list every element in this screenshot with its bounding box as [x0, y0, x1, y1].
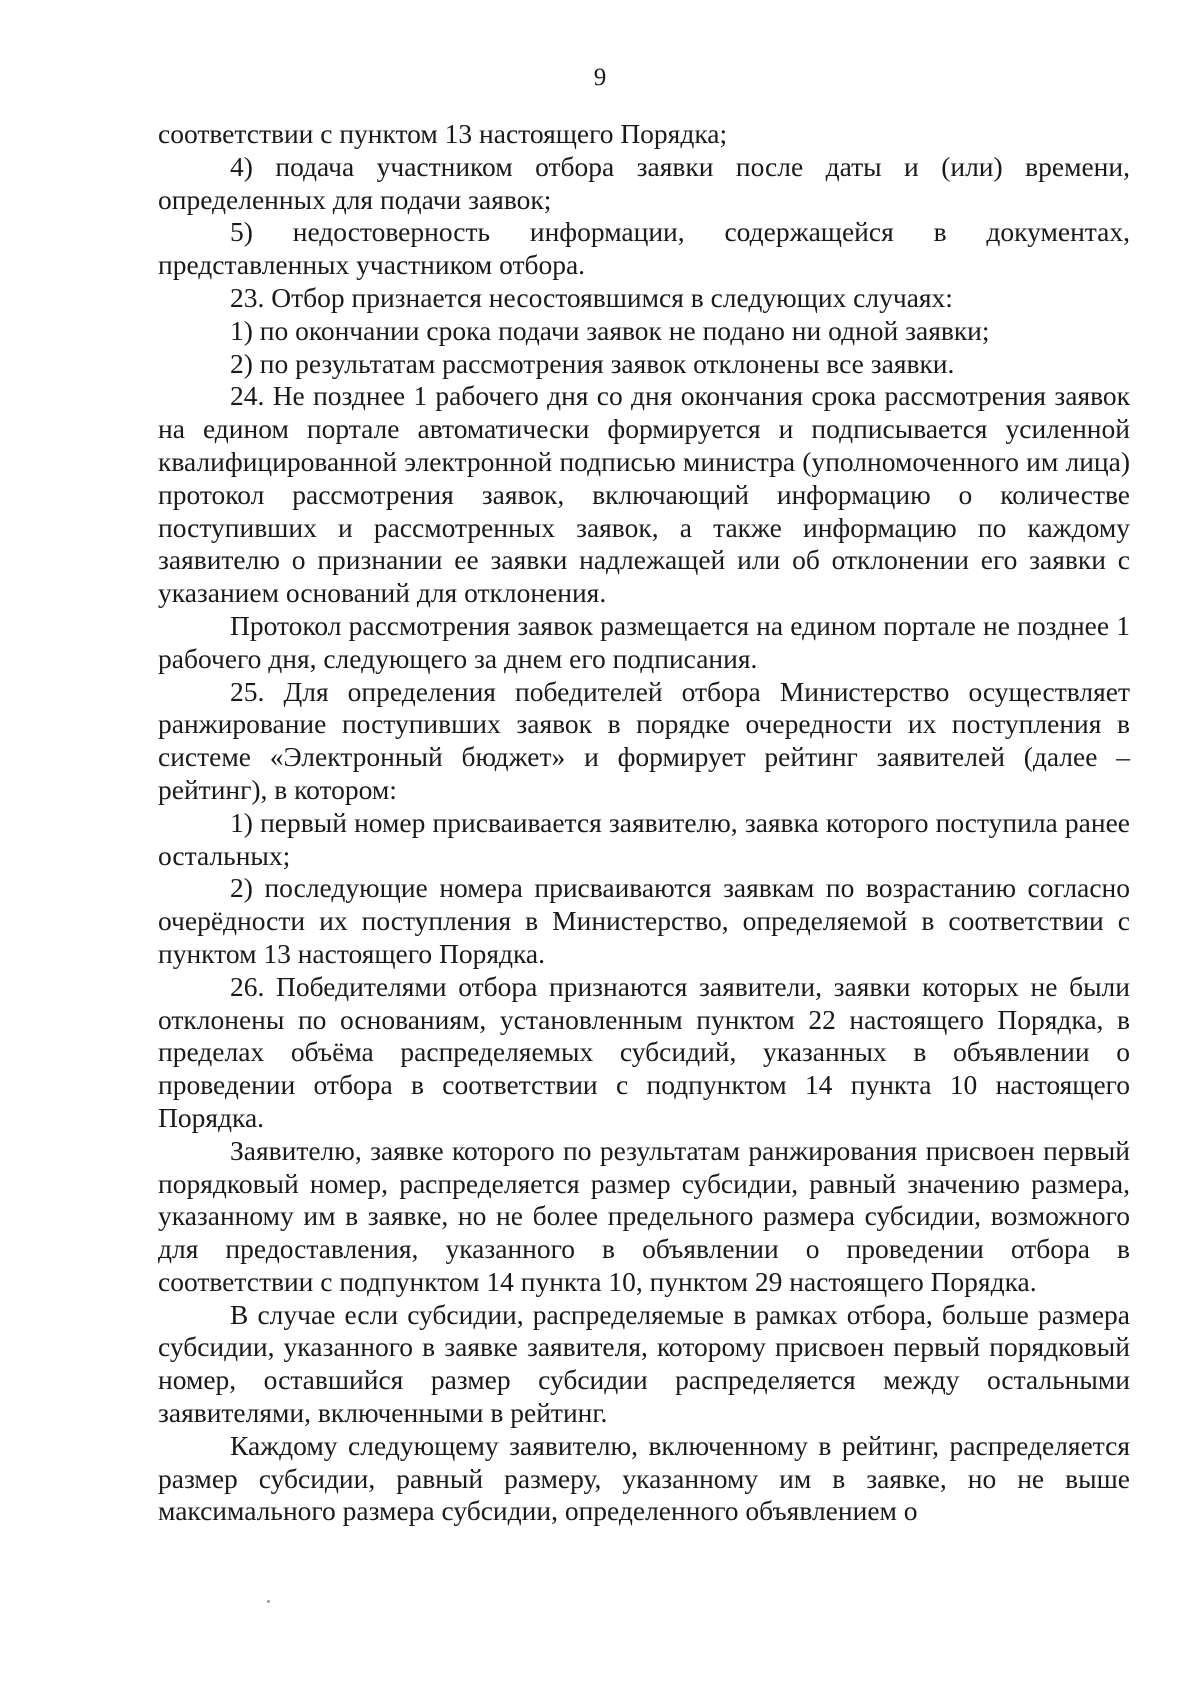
scan-speck	[267, 1600, 270, 1603]
paragraph-clause-25: 25. Для определения победителей отбора Министерство осуществляет ранжирование поступивших заявок в порядке очередности их поступления в системе «Электронный бюджет» и формирует рейтинг заявителей (далее – рейтинг), в котором:	[158, 675, 1130, 805]
paragraph-item-5: 5) недостоверность информации, содержащейся в документах, представленных участником отбора.	[158, 216, 1130, 281]
paragraph-next-applicant: Каждому следующему заявителю, включенному в рейтинг, распределяется размер субсидии, равный размеру, указанному им в заявке, но не выше максимального размера субсидии, определенного объявлением о	[158, 1429, 1130, 1527]
paragraph-clause-23: 23. Отбор признается несостоявшимся в следующих случаях:	[230, 281, 953, 313]
paragraph-clause-25-item-1: 1) первый номер присваивается заявителю, заявка которого поступила ранее остальных;	[158, 806, 1130, 871]
paragraph-continuation: соответствии с пунктом 13 настоящего Порядка;	[158, 118, 728, 149]
paragraph-clause-24: 24. Не позднее 1 рабочего дня со дня окончания срока рассмотрения заявок на едином портале автоматически формируется и подписывается усиленной квалифицированной электронной подписью министра (уполномоченного им лица) протокол рассмотрения заявок, включающий информацию о количестве поступивших и рассмотренных заявок, а также информацию по каждому заявителю о признании ее заявки надлежащей или об отклонении его заявки с указанием оснований для отклонения.	[158, 380, 1130, 609]
paragraph-clause-23-item-1: 1) по окончании срока подачи заявок не подано ни одной заявки;	[230, 314, 990, 346]
paragraph-clause-25-item-2: 2) последующие номера присваиваются заявкам по возрастанию согласно очерёдности их поступления в Министерство, определяемой в соответствии с пунктом 13 настоящего Порядка.	[158, 872, 1130, 969]
paragraph-first-applicant: Заявителю, заявке которого по результатам ранжирования присвоен первый порядковый номер, распределяется размер субсидии, равный значению размера, указанному им в заявке, но не более предельного размера субсидии, возможного для предоставления, указанного в объявлении о проведении отбора в соответствии с подпунктом 14 пункта 10, пунктом 29 настоящего Порядка.	[158, 1134, 1130, 1297]
paragraph-clause-26: 26. Победителями отбора признаются заявители, заявки которых не были отклонены по основаниям, установленным пунктом 22 настоящего Порядка, в пределах объёма распределяемых субсидий, указанных в объявлении о проведении отбора в соответствии с подпунктом 14 пункта 10 настоящего Порядка.	[158, 970, 1130, 1133]
paragraph-remaining-subsidy: В случае если субсидии, распределяемые в рамках отбора, больше размера субсидии, указанного в заявке заявителя, которому присвоен первый порядковый номер, оставшийся размер субсидии распределяется между остальными заявителями, включенными в рейтинг.	[158, 1298, 1130, 1429]
paragraph-protocol-placement: Протокол рассмотрения заявок размещается на едином портале не позднее 1 рабочего дня, следующего за днем его подписания.	[158, 609, 1130, 674]
page-number: 9	[593, 64, 607, 91]
document-body	[158, 118, 1130, 1528]
paragraph-clause-23-item-2: 2) по результатам рассмотрения заявок отклонены все заявки.	[230, 347, 955, 379]
paragraph-item-4: 4) подача участником отбора заявки после даты и (или) времени, определенных для подачи заявок;	[158, 150, 1130, 215]
